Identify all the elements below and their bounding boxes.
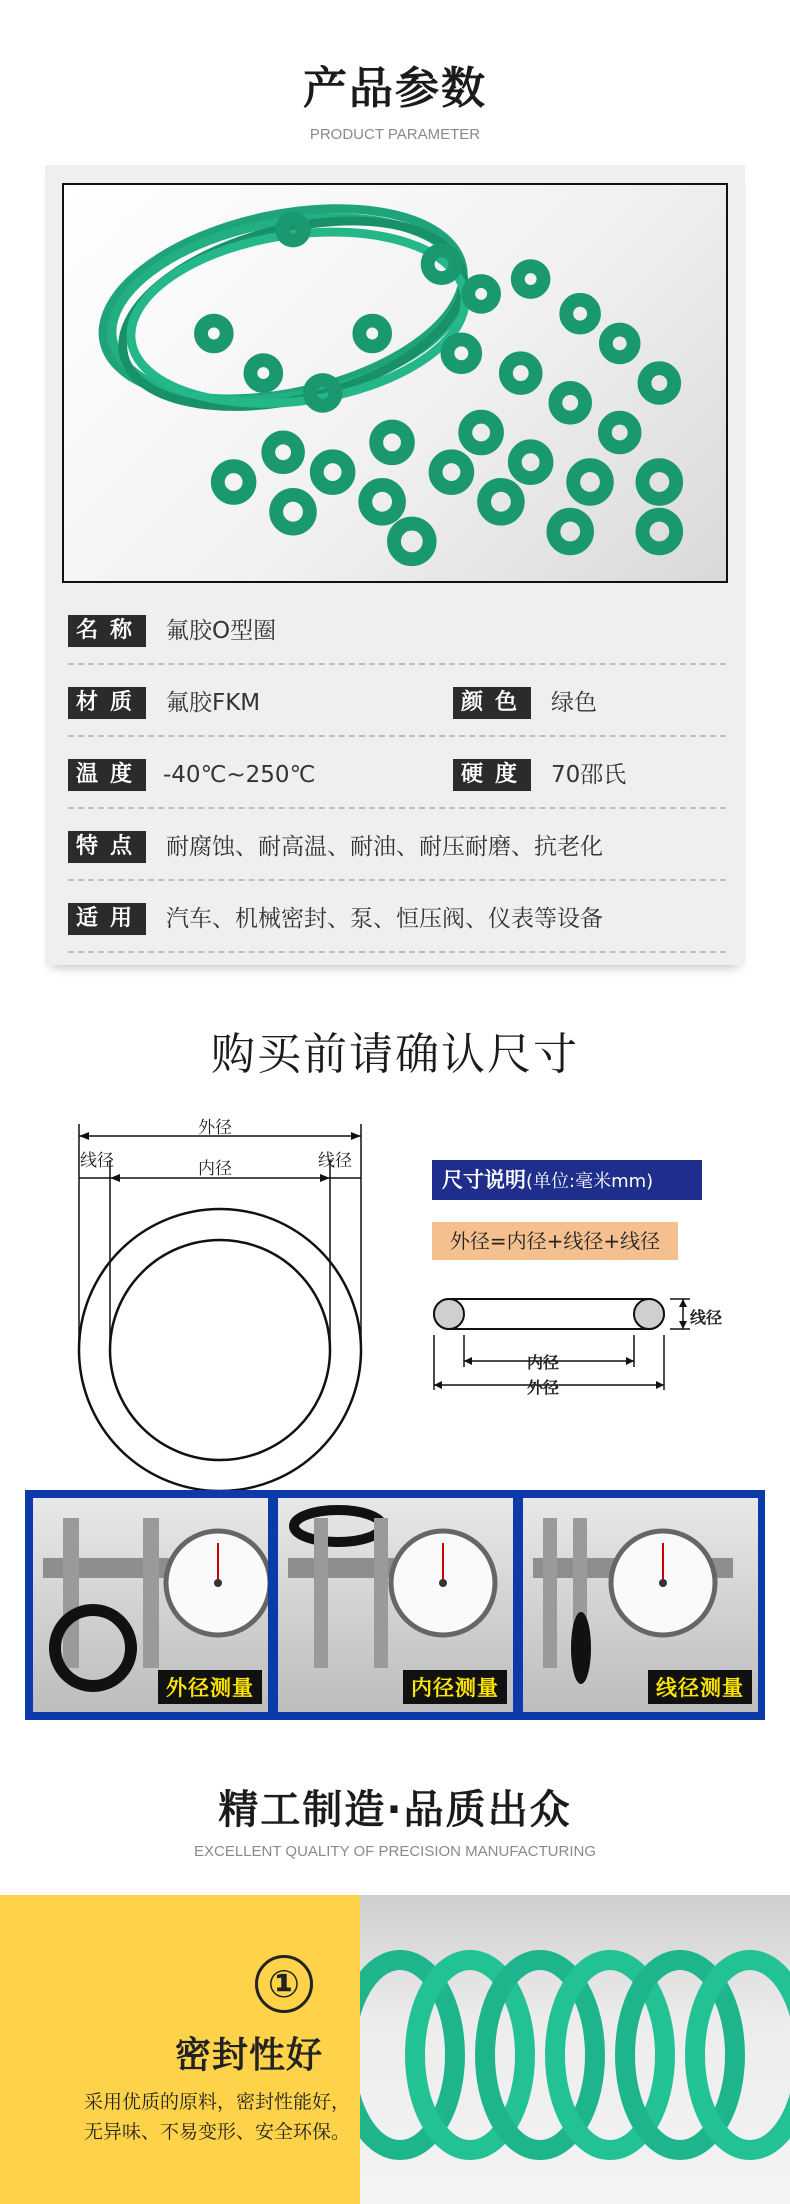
feature-photo	[360, 1895, 790, 2204]
section-title-text: 产品参数	[303, 63, 487, 114]
feature-desc-line-1: 采用优质的原料，密封性能好，	[83, 2091, 350, 2113]
size-note-title: 尺寸说明	[442, 1168, 526, 1192]
param-row-material-color	[68, 665, 726, 737]
stacked-o-rings-illustration	[360, 1895, 790, 2204]
param-row-name	[68, 593, 726, 665]
quality-title-text: 精工制造·品质出众	[218, 1787, 572, 1833]
measurement-strip	[25, 1490, 765, 1720]
param-value-feature: 耐腐蚀、耐高温、耐油、耐压耐磨、抗老化	[166, 834, 603, 860]
size-formula: 外径=内径+线径+线径	[432, 1222, 678, 1260]
section-subtitle-text: PRODUCT PARAMETER	[309, 126, 481, 143]
size-title-text: 购买前请确认尺寸	[211, 1029, 579, 1080]
feature-text-panel	[0, 1895, 360, 2204]
cross-outer-label: 外径	[527, 1378, 560, 1397]
section-title-size	[0, 1018, 790, 1082]
product-photo	[62, 183, 728, 583]
section-title-quality	[0, 1778, 790, 1860]
param-row-usage	[68, 881, 726, 953]
param-value-material: 氟胶FKM	[166, 690, 261, 716]
size-note-unit: (单位:毫米mm)	[526, 1171, 654, 1192]
section-title-parameter	[0, 52, 790, 143]
param-row-temp-hardness	[68, 737, 726, 809]
dim-inner-label: 内径	[198, 1159, 232, 1179]
cross-wire-label: 线径	[690, 1308, 723, 1327]
measure-wire-photo	[523, 1498, 758, 1712]
measure-wire-label: 线径测量	[648, 1670, 752, 1704]
measure-inner-photo	[278, 1498, 513, 1712]
param-label-material: 材质	[68, 687, 146, 719]
param-row-feature	[68, 809, 726, 881]
param-label-name: 名称	[68, 615, 146, 647]
param-value-usage: 汽车、机械密封、泵、恒压阀、仪表等设备	[166, 906, 603, 932]
feature-number: ①	[255, 1955, 313, 2013]
dim-wire-left-label: 线径	[80, 1151, 114, 1171]
quality-subtitle-text: EXCELLENT QUALITY OF PRECISION MANUFACTURING	[193, 1843, 597, 1860]
param-value-temperature: -40℃~250℃	[163, 762, 316, 788]
param-value-name: 氟胶O型圈	[166, 618, 277, 644]
parameter-panel	[45, 165, 745, 965]
param-label-color: 颜色	[453, 687, 531, 719]
param-label-hardness: 硬度	[453, 759, 531, 791]
measure-outer-photo	[33, 1498, 268, 1712]
o-rings-illustration	[64, 185, 726, 581]
param-label-usage: 适用	[68, 903, 146, 935]
param-value-hardness: 70邵氏	[551, 762, 627, 788]
feature-description	[60, 2087, 350, 2147]
measure-outer-label: 外径测量	[158, 1670, 262, 1704]
cross-inner-label: 内径	[527, 1353, 560, 1372]
measure-inner-label: 内径测量	[403, 1670, 507, 1704]
dim-outer-label: 外径	[198, 1118, 232, 1138]
feature-desc-line-2: 无异味、不易变形、安全环保。	[83, 2121, 350, 2143]
param-value-color: 绿色	[551, 690, 597, 716]
size-note-box	[432, 1160, 702, 1200]
cross-section-diagram	[425, 1285, 705, 1415]
feature-title: 密封性好	[175, 2035, 324, 2076]
param-label-feature: 特点	[68, 831, 146, 863]
dim-wire-right-label: 线径	[318, 1151, 352, 1171]
feature-sealing	[0, 1895, 790, 2204]
param-label-temperature: 温度	[68, 759, 146, 791]
